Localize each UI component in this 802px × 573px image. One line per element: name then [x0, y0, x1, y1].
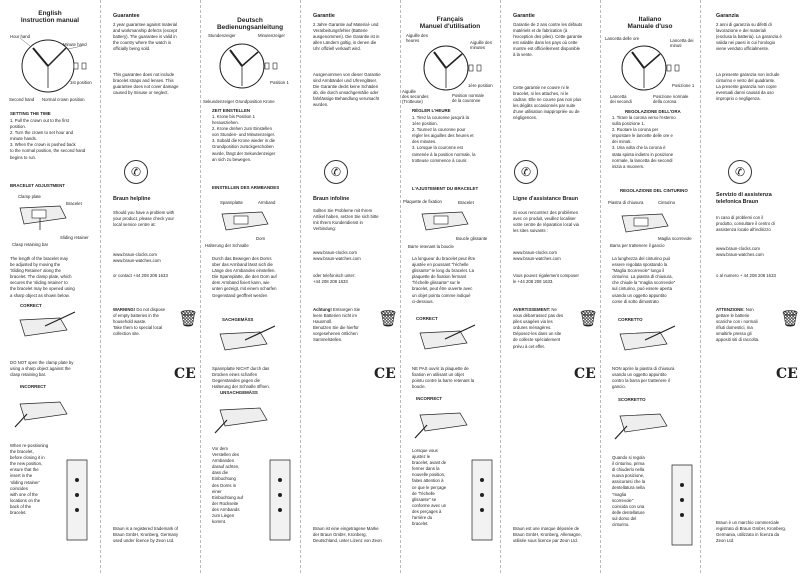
- correct-label: CORRECT: [416, 316, 438, 321]
- infoline-text: Sollten Sie Probleme mit Ihrem Artikel haben, setzen Sie sich bitte mit Ihrem Kundendienst in Verbindung:: [313, 208, 379, 232]
- ce-mark: CE: [174, 366, 196, 382]
- english-guarantee-column: [100, 0, 200, 573]
- incorrect-diagram: [415, 403, 485, 438]
- armband-back-diagram: [266, 455, 296, 545]
- label-lancetta-minuti: Lancetta dei minuti: [670, 38, 694, 48]
- label-plaquette: Plaquette de fixation: [403, 199, 442, 204]
- label-barra: Barra per trattenere il gancio: [610, 243, 665, 248]
- label-position-1: 1st position: [70, 80, 92, 85]
- sachgemass-diagram: [215, 324, 285, 359]
- heure-text: 1. Tirez la couronne jusqu'à la 1ère position. 2. Tournez la couronne pour régler les aiguilles des heures et des minutes. 3. Lorsque la couronne est ramenée à la position normale, la trotteuse commence à courir.: [412, 115, 476, 163]
- trademark-footer: Braun is a registered trademark of Braun GmbH, Kronberg, Germany used under licence by Zeon Ltd.: [113, 526, 179, 544]
- armband-diagram: [210, 200, 290, 240]
- francais-garantie-column: [500, 0, 600, 573]
- ce-mark: CE: [374, 366, 396, 382]
- scorretto-diagram: [615, 404, 685, 439]
- label-clasp-bar: Clasp retaining bar: [12, 242, 49, 247]
- cinturino-text: La lunghezza del cinturino può essere regolata spostando la "Maglia Scorrevole" lungo il cinturino. La piastra di chiusura, che chiude la "maglia scorrevole" sul cinturino, può essere aperta usando un oggetto appuntito come di sotto dimostrato: [612, 256, 676, 304]
- when-text: When re-positioning the bracelet, before closing it in the new position, ensure that the insert in the 'sliding retainer' coincides with one of the locations on the back of the bracelet.: [10, 443, 49, 516]
- cinturino-back-diagram: [668, 460, 698, 550]
- phone-icon: ✆: [324, 160, 348, 184]
- achtung-bold: Achtung!: [313, 307, 332, 312]
- bracelet-heading: L'AJUSTEMENT DU BRACELET: [412, 186, 479, 191]
- deutsch-garantie-column: [300, 0, 400, 573]
- english-manual-column: [0, 0, 100, 573]
- corretto-diagram: [615, 324, 685, 359]
- avertissement-text: [513, 307, 575, 350]
- correct-label: CORRECT: [20, 303, 42, 308]
- do-not-text: DO NOT open the clamp plate by using a sharp object against the clasp retaining bar.: [10, 360, 74, 378]
- bracelet-back-diagram: [468, 455, 498, 545]
- bracelet-text: La longueur du bracelet peut être ajustée en poussant "l'échelle glissante" le long du bracelet. La plaquette de fixation fermant "l'échelle glissante" sur le bracelet, peut être ouverte avec un objet pointu comme indiqué ci-dessous.: [412, 256, 476, 304]
- label-minute-hand: Minute hand: [63, 42, 87, 47]
- label-sliding-retainer: Sliding retainer: [60, 235, 89, 240]
- watch-diagram: [0, 0, 100, 110]
- garantie-heading: Garantie: [313, 13, 335, 19]
- crossed-out-bin-icon: 🗑: [780, 311, 801, 328]
- bracelet-text: The length of the bracelet may be adjusted by moving the 'Sliding Retainer' along the bracelet. The clamp plate, which secures the 'sliding retainer' to the bracelet may be opened using a sharp object as shown below.: [10, 256, 75, 298]
- deutsch-manual-column: [200, 0, 300, 573]
- label-lancetta-secondi: Lancetta dei secondi: [610, 94, 632, 104]
- label-posizione-normale: Posizione normale della corona: [653, 94, 689, 104]
- helpline-url-clocks[interactable]: www.braun-clocks.com: [113, 252, 157, 257]
- garanzia-heading: Garanzia: [716, 13, 739, 19]
- crossed-out-bin-icon: 🗑: [378, 311, 399, 328]
- marchio-footer: Braun è un marchio commerciale registrato di Braun GmbH, Kronberg, Germania, utilizzato in licenza da Zeon Ltd.: [716, 520, 786, 544]
- ne-pas-text: NE PAS ouvrir la plaquette de fixation en utilisant un objet pointu contre la barre retenant la boucle.: [412, 366, 475, 390]
- infoline-url-clocks[interactable]: www.braun-clocks.com: [313, 250, 357, 255]
- ligne-text: Si vous rencontrez des problèmes avec ce produit, veuillez localiser votre centre de réparation local via les sites suivants :: [513, 210, 579, 234]
- servizio-text: In caso di problemi con il prodotto, consultare il centro di assistenza locale all'indirizzo: [716, 215, 775, 233]
- label-spannplatte: Spannplatte: [220, 200, 243, 205]
- label-position-1: 1ère position: [468, 83, 493, 88]
- spannplatte-text: Spannplatte NICHT durch das Drücken eines scharfen Gegenstandes gegen die Halterung der Schnalle öffnen.: [212, 366, 270, 390]
- incorrect-label: INCORRECT: [416, 396, 443, 401]
- helpline-phone: or contact +44 208 208 1633: [113, 273, 168, 278]
- servizio-heading: Servizio di assistenza telefonica Braun: [716, 192, 772, 205]
- phone-icon: ✆: [124, 160, 148, 184]
- phone-icon: ✆: [514, 160, 538, 184]
- heure-heading: RÉGLER L'HEURE: [412, 108, 451, 113]
- armband-heading: EINSTELLEN DES ARMBANDES: [212, 185, 280, 190]
- zeit-text: 1. Krone bis Position 1 herausziehen. 2. Krone drehen zum Einstellen von Stunden- und Minutenzeiger. 3. Sobald die Krone wieder in die Grundposition zurückgeschoben wurde, fängt der Sekundenzeiger an sich zu bewegen.: [212, 114, 276, 162]
- marque-footer: Braun est une marque déposée de Braun GmbH, Kronberg, Allemagne, utilisée sous licence par Zeon Ltd.: [513, 526, 582, 544]
- label-bracelet: Bracelet: [458, 200, 474, 205]
- label-position-normale: Position normale de la couronne: [452, 93, 485, 103]
- attenzione-text: [716, 307, 776, 344]
- label-barre: Barre retenant la boucle: [408, 244, 454, 249]
- ligne-url-watches[interactable]: www.braun-watches.com: [513, 256, 561, 261]
- servizio-url-clocks[interactable]: www.braun-clocks.com: [716, 246, 760, 251]
- bracelet-back-diagram: [62, 455, 97, 545]
- corretto-label: CORRETTO: [618, 317, 643, 322]
- label-piastra: Piastra di chiusura: [608, 200, 644, 205]
- phone-icon: ✆: [728, 160, 752, 184]
- ce-mark: CE: [776, 366, 798, 382]
- watch-diagram: [200, 0, 300, 110]
- garanzia-text-1: 2 anni di garanzia su difetti di lavorazione e dei materiali (esclusa la batteria). La garanzia è valida nei paesi in cui l'orologio viene venduto ufficialmente.: [716, 22, 782, 52]
- label-armband: Armband: [258, 200, 276, 205]
- regolazione-heading: REGOLAZIONE DELL'ORA: [625, 109, 681, 114]
- achtung-text: [313, 307, 375, 344]
- ce-mark: CE: [574, 366, 596, 382]
- infoline-url-watches[interactable]: www.braun-watches.com: [313, 256, 361, 261]
- label-normal-crown: Normal crown position: [42, 97, 85, 102]
- scorretto-label: SCORRETTO: [618, 397, 646, 402]
- francais-manual-column: [400, 0, 500, 573]
- unsachgemass-label: UNSACHGEMÄSS: [220, 390, 258, 395]
- regolazione-text: 1. Tirare la corona verso l'esterno sulla posizione 1. 2. Ruotare la corona per impostare le lancette delle ore e dei minuti. 3. Una volta che la corona è stata spinta indietro in posizione normale, la lancetta dei secondi inizia a muovers.: [612, 115, 676, 169]
- lorsque-text: Lorsque vous ajustez le bracelet, avant de fermer dans la nouvelle position, faites attention à ce que le perçage de "l'échelle glissante" se conforme avec un des perçages à l'arrière du bracelet.: [412, 448, 447, 527]
- garantie-text-2: Cette garantie ne couvre ni le bracelet, ni les attaches, ni le cadran. Elle ne couvre pas non plus les dégâts occasionnés par suite d'une utilisation inappropriée ou de négligences.: [513, 85, 582, 121]
- label-lancetta-ore: Lancetta delle ore: [605, 36, 640, 41]
- cinturino-heading: REGOLAZIONE DEL CINTURINO: [620, 188, 688, 193]
- label-clamp-plate: Clamp plate: [18, 194, 41, 199]
- servizio-url-watches[interactable]: www.braun-watches.com: [716, 252, 764, 257]
- label-boucle-glissante: Boucle glissante: [456, 236, 488, 241]
- deutsch-title: Deutsch Bedienungsanleitung: [216, 17, 284, 32]
- garantie-text-1: 2 Jahre Garantie auf Material- und Verarbeitungsfehler (Batterie ausgenommen). Die Garantie ist in allen Ländern gültig, in denen die Uhr offiziell verkauft wird.: [313, 22, 380, 52]
- label-aiguille-heures: Aiguille des heures: [406, 33, 428, 43]
- label-cinturino: Cinturino: [658, 200, 676, 205]
- warning-body: Do not dispose of empty batteries in the household waste. Take them to special local collection site.: [113, 307, 166, 337]
- correct-diagram: [15, 310, 85, 345]
- zeit-heading: ZEIT EINSTELLEN: [212, 108, 251, 113]
- correct-diagram: [415, 323, 485, 358]
- ligne-url-clocks[interactable]: www.braun-clocks.com: [513, 250, 557, 255]
- avertissement-body: Ne vous débarrassez pas des piles usagées via les ordures ménagères. Déposez-les dans un site de collecte spécialement prévu à cet effet.: [513, 307, 564, 349]
- label-stundenzeiger: Stundenzeiger: [208, 33, 236, 38]
- label-aiguille-secondes: Aiguille des secondes (Trotteuse): [402, 89, 429, 104]
- label-sekundenzeiger: Sekundenzeiger Grundposition Krone: [203, 99, 275, 104]
- servizio-phone: o al numero + 44 208 208 1633: [716, 273, 776, 278]
- garantie-text-2: Ausgenommen von dieser Garantie sind Armbänder und Uhrengläser. Die Garantie deckt keine Schäden ab, die durch unsachgemäße oder fahrlässige Behandlung verursacht wurden.: [313, 72, 381, 108]
- francais-title: Français Manuel d'utilisation: [419, 16, 481, 31]
- achtung-body: Entsorgen Sie leere Batterien nicht im Hausmüll. Benutzen Sie die hierfür vorgesehenen örtlichen Sammelstellen.: [313, 307, 361, 343]
- italiano-manual-column: [600, 0, 700, 573]
- attenzione-bold: ATTENZIONE:: [716, 307, 745, 312]
- vor-text: Vor dem Verstellen des Armbandes darauf achten, dass die Einbuchtung des Dorns in einer Einbuchtung auf der Rückseite des Armbands zum Liegen kommt.: [212, 446, 244, 525]
- unsachgemass-diagram: [215, 398, 285, 433]
- quando-text: Quando si regola il cinturino, prima di chiuderlo nella nuova posizione, assicurarsi che la dentellatura nella "maglia scorrevole" coincida con una delle dentellature sul dorso del cinturino.: [612, 455, 646, 528]
- sachgemass-label: SACHGEMÄSS: [222, 317, 254, 322]
- english-title: English Instruction manual: [20, 10, 80, 25]
- setting-text: 1. Pull the crown out to the first position. 2. Turn the crown to set hour and minute hands. 3. When the crown is pushed back to the normal position, the second hand begins to run.: [10, 118, 86, 160]
- garantie-text-1: Garantie de 2 ans contre les défauts matériels et de fabrication (à l'exception des piles). Cette garantie est valable dans les pays où cette montre est officiellement disponible à la vente.: [513, 22, 583, 58]
- italiano-garanzia-column: [700, 0, 802, 573]
- helpline-text: Should you have a problem with your product, please check your local service centre at:: [113, 210, 175, 228]
- infoline-heading: Braun infoline: [313, 196, 350, 202]
- warning-text: [113, 307, 175, 337]
- marke-footer: Braun ist eine eingetragene Marke der Braun GmbH, Kronberg, Deutschland, unter Lizenz von Zeon: [313, 526, 382, 544]
- guarantee-text-2: This guarantee does not include bracelet straps and lenses. This guarantee does not cover damage caused by misuse or neglect.: [113, 72, 179, 96]
- incorrect-diagram: [15, 392, 85, 427]
- label-position-1: Position 1: [270, 80, 289, 85]
- label-posizione-1: Posizione 1: [672, 83, 695, 88]
- infoline-phone: oder telefonisch unter: +44 208 208 1633: [313, 273, 356, 285]
- crossed-out-bin-icon: 🗑: [578, 311, 599, 328]
- label-second-hand: Second hand: [9, 97, 35, 102]
- attenzione-body: Non gettare le batterie scariche con i normali rifiuti domestici, ma smaltirle presso gli appositi siti di raccolta.: [716, 307, 760, 343]
- label-dorn: Dorn: [256, 236, 266, 241]
- ligne-phone: Vous pouvez également composer le +44 208 208 1633.: [513, 273, 579, 285]
- bracelet-heading: BRACELET ADJUSTMENT: [10, 183, 65, 188]
- label-hour-hand: Hour hand: [10, 34, 31, 39]
- garantie-heading: Garantie: [513, 13, 535, 19]
- helpline-url-watches[interactable]: www.braun-watches.com: [113, 258, 161, 263]
- label-halterung: Halterung der Schnalle: [205, 243, 249, 248]
- bracelet-diagram: [410, 200, 490, 240]
- warning-bold: WARNING!: [113, 307, 136, 312]
- incorrect-label: INCORRECT: [20, 384, 47, 389]
- helpline-heading: Braun helpline: [113, 196, 151, 202]
- label-maglia: Maglia scorrevole: [658, 236, 692, 241]
- label-aiguille-minutes: Aiguille des minutes: [470, 40, 492, 50]
- garanzia-text-2: La presente garanzia non include cinturino e vetro del quadrante. La presente garanzia non copre eventuali danni causati da uso improprio o negligenza.: [716, 72, 780, 102]
- label-minutenzeiger: Minutenzeiger: [258, 33, 285, 38]
- label-bracelet: Bracelet: [66, 201, 82, 206]
- armband-text: Durch das Bewegen des Dorns über das Armband lässt sich die Länge des Armbandes einstellen. Die Spannplatte, die den Dorn auf dem Armband fixiert kann, wie unten gezeigt, mit einem scharfen Gegenstand geöffnet werden: [212, 256, 277, 298]
- non-text: NON aprire la piastra di chiusura usando un oggetto appuntito contro la barra per trattenere il gancio.: [612, 366, 675, 390]
- setting-heading: SETTING THE TIME: [10, 111, 51, 116]
- italiano-title: Italiano Manuale d'uso: [627, 16, 673, 31]
- ligne-heading: Ligne d'assistance Braun: [513, 196, 579, 202]
- guarantee-text-1: 2 year guarantee against material and workmanship defects (except battery). The guarantee is valid in the country where the watch is officially being sold.: [113, 22, 178, 52]
- crossed-out-bin-icon: 🗑: [178, 311, 199, 328]
- avertissement-bold: AVERTISSEMENT:: [513, 307, 551, 312]
- guarantee-heading: Guarantee: [113, 13, 140, 19]
